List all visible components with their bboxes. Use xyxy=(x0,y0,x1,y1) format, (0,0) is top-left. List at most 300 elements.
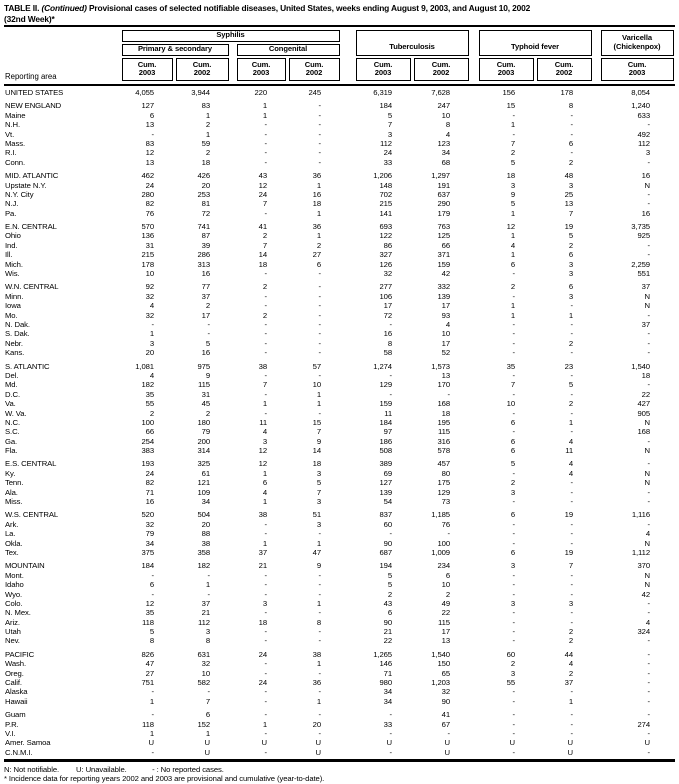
value-cell: 18 xyxy=(506,171,515,181)
value-cell: 39 xyxy=(201,240,210,250)
value-cell: 184 xyxy=(379,101,392,111)
value-cell: 1,265 xyxy=(373,649,392,659)
value-cell: 4 xyxy=(262,487,267,497)
value-cell: - xyxy=(512,269,515,279)
reporting-area-cell: D.C. xyxy=(5,389,20,399)
value-cell: 5 xyxy=(568,380,573,390)
value-cell: - xyxy=(512,370,515,380)
reporting-area-cell: Mich. xyxy=(5,259,23,269)
table-section xyxy=(4,88,675,97)
value-cell: 5 xyxy=(510,199,515,209)
value-cell: 37 xyxy=(201,598,210,608)
value-cell: 837 xyxy=(379,510,392,520)
value-cell: - xyxy=(512,729,515,738)
reporting-area-cell: Vt. xyxy=(5,129,15,139)
value-cell: 42 xyxy=(441,269,450,279)
value-cell: 3 xyxy=(149,338,154,348)
value-cell: 123 xyxy=(437,138,450,148)
value-cell: - xyxy=(318,580,321,590)
value-cell: 9 xyxy=(205,370,210,380)
value-cell: - xyxy=(512,719,515,729)
value-cell: 16 xyxy=(201,269,210,279)
value-cell: 32 xyxy=(201,659,210,669)
reporting-area-cell: N. Dak. xyxy=(5,319,30,329)
value-cell: - xyxy=(264,747,267,757)
table-row xyxy=(4,231,675,240)
value-cell: - xyxy=(512,617,515,627)
value-cell: 24 xyxy=(258,189,267,199)
tuberculosis-header: Tuberculosis xyxy=(356,30,469,56)
value-cell: - xyxy=(264,687,267,697)
cum-column-header: Cum. 2002 xyxy=(537,58,592,81)
value-cell: 32 xyxy=(383,269,392,279)
value-cell: - xyxy=(512,710,515,720)
reporting-area-cell: Ky. xyxy=(5,468,16,478)
value-cell: 43 xyxy=(383,598,392,608)
value-cell: - xyxy=(207,319,210,329)
value-cell: - xyxy=(512,627,515,637)
table-row xyxy=(4,250,675,259)
value-cell: N xyxy=(644,446,650,456)
value-cell: 457 xyxy=(437,459,450,469)
value-cell: - xyxy=(647,696,650,706)
table-title xyxy=(4,3,675,14)
value-cell: 2 xyxy=(510,148,515,158)
value-cell: - xyxy=(647,668,650,678)
value-cell: 61 xyxy=(201,468,210,478)
reporting-area-cell: Ill. xyxy=(5,250,13,260)
value-cell: 3 xyxy=(568,259,573,269)
table-row xyxy=(4,571,675,580)
value-cell: 180 xyxy=(197,417,210,427)
value-cell: 2 xyxy=(568,668,573,678)
value-cell: 12 xyxy=(145,598,154,608)
value-cell: 6 xyxy=(510,436,515,446)
value-cell: - xyxy=(512,636,515,646)
value-cell: 31 xyxy=(145,240,154,250)
value-cell: - xyxy=(264,580,267,590)
value-cell: 1 xyxy=(205,110,210,120)
table-row xyxy=(4,130,675,139)
value-cell: 52 xyxy=(441,348,450,358)
value-cell: 6 xyxy=(316,259,321,269)
value-cell: - xyxy=(647,678,650,688)
value-cell: 125 xyxy=(437,231,450,241)
value-cell: 15 xyxy=(506,101,515,111)
value-cell: 578 xyxy=(437,446,450,456)
value-cell: 36 xyxy=(312,171,321,181)
value-cell: 7 xyxy=(568,208,573,218)
value-cell: 290 xyxy=(437,199,450,209)
table-row xyxy=(4,608,675,617)
table-row xyxy=(4,362,675,371)
value-cell: N xyxy=(644,570,650,580)
reporting-area-cell: Idaho xyxy=(5,580,24,590)
footnote-not-notifiable: N: Not notifiable. xyxy=(4,764,60,774)
value-cell: 33 xyxy=(383,157,392,167)
value-cell: - xyxy=(264,157,267,167)
reporting-area-cell: Ind. xyxy=(5,240,18,250)
value-cell: 1 xyxy=(316,208,321,218)
value-cell: 3 xyxy=(568,291,573,301)
value-cell: 316 xyxy=(437,436,450,446)
value-cell: 27 xyxy=(312,250,321,260)
value-cell: 1,206 xyxy=(373,171,392,181)
value-cell: 122 xyxy=(379,231,392,241)
value-cell: 2 xyxy=(262,310,267,320)
value-cell: 4 xyxy=(445,129,450,139)
table-row xyxy=(4,590,675,599)
value-cell: - xyxy=(264,148,267,158)
value-cell: 1,240 xyxy=(631,101,650,111)
value-cell: 6 xyxy=(510,417,515,427)
value-cell: - xyxy=(389,370,392,380)
value-cell: 7,628 xyxy=(431,88,450,97)
value-cell: - xyxy=(570,570,573,580)
reporting-area-cell: N.H. xyxy=(5,120,20,130)
value-cell: 109 xyxy=(197,487,210,497)
table-row xyxy=(4,548,675,557)
value-cell: 106 xyxy=(379,291,392,301)
value-cell: 168 xyxy=(437,399,450,409)
value-cell: 129 xyxy=(379,380,392,390)
value-cell: 178 xyxy=(560,88,573,97)
value-cell: 19 xyxy=(564,222,573,232)
table-section xyxy=(4,710,675,757)
value-cell: 5 xyxy=(149,627,154,637)
value-cell: - xyxy=(318,138,321,148)
value-cell: 16 xyxy=(641,171,650,181)
value-cell: 18 xyxy=(258,617,267,627)
reporting-area-cell: E.S. CENTRAL xyxy=(5,459,57,469)
value-cell: - xyxy=(264,129,267,139)
value-cell: - xyxy=(318,301,321,311)
value-cell: - xyxy=(512,110,515,120)
value-cell: 51 xyxy=(312,510,321,520)
value-cell: 100 xyxy=(141,417,154,427)
value-cell: 90 xyxy=(441,696,450,706)
value-cell: - xyxy=(264,696,267,706)
value-cell: - xyxy=(570,427,573,437)
value-cell: 170 xyxy=(437,380,450,390)
value-cell: 13 xyxy=(441,636,450,646)
value-cell: 8 xyxy=(316,617,321,627)
value-cell: - xyxy=(264,529,267,539)
value-cell: 44 xyxy=(564,649,573,659)
value-cell: - xyxy=(318,110,321,120)
value-cell: 631 xyxy=(197,649,210,659)
value-cell: - xyxy=(570,129,573,139)
value-cell: 1,112 xyxy=(631,547,650,557)
cum-column-header: Cum. 2003 xyxy=(479,58,534,81)
value-cell: - xyxy=(570,329,573,339)
value-cell: 3 xyxy=(205,627,210,637)
value-cell: 582 xyxy=(197,678,210,688)
table-row xyxy=(4,418,675,427)
value-cell: 79 xyxy=(201,427,210,437)
value-cell: 10 xyxy=(506,399,515,409)
value-cell: 118 xyxy=(142,719,154,729)
value-cell: 2 xyxy=(568,627,573,637)
value-cell: - xyxy=(647,649,650,659)
value-cell: 1 xyxy=(262,719,267,729)
value-cell: 41 xyxy=(441,710,450,720)
value-cell: U xyxy=(386,738,392,748)
title-continued: (Continued) xyxy=(41,3,87,13)
table-row xyxy=(4,627,675,636)
reporting-area-cell: P.R. xyxy=(5,719,19,729)
value-cell: 1,297 xyxy=(431,171,450,181)
reporting-area-cell: C.N.M.I. xyxy=(5,747,33,757)
value-cell: 38 xyxy=(201,538,210,548)
value-cell: 141 xyxy=(379,208,392,218)
value-cell: 332 xyxy=(437,282,450,292)
reporting-area-cell: Md. xyxy=(5,380,18,390)
value-cell: 16 xyxy=(201,348,210,358)
reporting-area-cell: Mont. xyxy=(5,570,24,580)
value-cell: 38 xyxy=(258,510,267,520)
value-cell: 2 xyxy=(205,148,210,158)
value-cell: 127 xyxy=(379,478,392,488)
value-cell: - xyxy=(647,608,650,618)
value-cell: - xyxy=(389,747,392,757)
value-cell: 3 xyxy=(568,269,573,279)
value-cell: - xyxy=(512,468,515,478)
value-cell: - xyxy=(264,659,267,669)
value-cell: N xyxy=(644,291,650,301)
table-body xyxy=(4,86,675,763)
table-row xyxy=(4,539,675,548)
table-row xyxy=(4,520,675,529)
value-cell: 6 xyxy=(510,259,515,269)
value-cell: 20 xyxy=(201,519,210,529)
value-cell: 3 xyxy=(510,598,515,608)
value-cell: - xyxy=(318,589,321,599)
value-cell: 8 xyxy=(149,636,154,646)
value-cell: 17 xyxy=(441,627,450,637)
value-cell: 73 xyxy=(441,497,450,507)
value-cell: - xyxy=(570,370,573,380)
value-cell: - xyxy=(647,338,650,348)
value-cell: 17 xyxy=(441,301,450,311)
value-cell: 3 xyxy=(262,436,267,446)
value-cell: - xyxy=(318,329,321,339)
value-cell: 112 xyxy=(198,617,210,627)
value-cell: 57 xyxy=(312,361,321,371)
value-cell: 35 xyxy=(145,389,154,399)
value-cell: 5 xyxy=(568,231,573,241)
table-row xyxy=(4,427,675,436)
table-section xyxy=(4,362,675,456)
value-cell: 10 xyxy=(441,329,450,339)
reporting-area-cell: La. xyxy=(5,529,16,539)
value-cell: 45 xyxy=(201,399,210,409)
reporting-area-cell: N.Y. City xyxy=(5,189,34,199)
value-cell: 2 xyxy=(568,157,573,167)
value-cell: 37 xyxy=(201,291,210,301)
value-cell: - xyxy=(647,598,650,608)
reporting-area-cell: Alaska xyxy=(5,687,28,697)
value-cell: 3,735 xyxy=(631,222,650,232)
value-cell: 3 xyxy=(510,668,515,678)
value-cell: 129 xyxy=(437,487,450,497)
table-row xyxy=(4,618,675,627)
value-cell: - xyxy=(318,310,321,320)
value-cell: 36 xyxy=(312,222,321,232)
value-cell: 6 xyxy=(387,608,392,618)
value-cell: 741 xyxy=(197,222,210,232)
value-cell: 115 xyxy=(198,380,210,390)
value-cell: 31 xyxy=(201,389,210,399)
value-cell: 34 xyxy=(383,687,392,697)
value-cell: 9 xyxy=(316,436,321,446)
value-cell: 9 xyxy=(316,561,321,571)
table-row xyxy=(4,101,675,110)
value-cell: 5 xyxy=(387,580,392,590)
value-cell: 492 xyxy=(637,129,650,139)
value-cell: 7 xyxy=(510,380,515,390)
value-cell: 11 xyxy=(384,408,392,418)
value-cell: 35 xyxy=(145,608,154,618)
value-cell: 1 xyxy=(149,729,154,738)
value-cell: 383 xyxy=(141,446,154,456)
value-cell: 12 xyxy=(258,180,267,190)
value-cell: 90 xyxy=(383,617,392,627)
value-cell: N xyxy=(644,580,650,590)
value-cell: 194 xyxy=(379,561,392,571)
value-cell: - xyxy=(570,389,573,399)
reporting-area-cell: Wyo. xyxy=(5,589,23,599)
table-row xyxy=(4,171,675,180)
value-cell: 1,081 xyxy=(135,361,154,371)
reporting-area-cell: Pa. xyxy=(5,208,17,218)
reporting-area-cell: Mo. xyxy=(5,310,18,320)
value-cell: 1 xyxy=(316,696,321,706)
table-row xyxy=(4,111,675,120)
value-cell: 42 xyxy=(641,589,650,599)
value-cell: - xyxy=(647,240,650,250)
table-row xyxy=(4,209,675,218)
value-cell: 4 xyxy=(568,659,573,669)
value-cell: 38 xyxy=(312,649,321,659)
value-cell: 66 xyxy=(145,427,154,437)
value-cell: - xyxy=(570,487,573,497)
value-cell: - xyxy=(318,529,321,539)
value-cell: 693 xyxy=(379,222,392,232)
typhoid-fever-header: Typhoid fever xyxy=(479,30,592,56)
value-cell: 370 xyxy=(637,561,650,571)
table-row xyxy=(4,488,675,497)
reporting-area-cell: Ohio xyxy=(5,231,21,241)
value-cell: 191 xyxy=(437,180,450,190)
value-cell: - xyxy=(264,668,267,678)
value-cell: N xyxy=(644,180,650,190)
value-cell: 6,319 xyxy=(373,88,392,97)
value-cell: 286 xyxy=(197,250,210,260)
reporting-area-cell: Okla. xyxy=(5,538,23,548)
value-cell: - xyxy=(647,189,650,199)
value-cell: 33 xyxy=(383,719,392,729)
value-cell: 7 xyxy=(316,487,321,497)
value-cell: 1 xyxy=(262,399,267,409)
table-row xyxy=(4,738,675,747)
table-row xyxy=(4,399,675,408)
cum-column-header: Cum. 2003 xyxy=(237,58,286,81)
value-cell: - xyxy=(570,120,573,130)
value-cell: 32 xyxy=(145,291,154,301)
table-row xyxy=(4,269,675,278)
value-cell: 83 xyxy=(145,138,154,148)
table-row xyxy=(4,669,675,678)
value-cell: - xyxy=(512,338,515,348)
value-cell: 18 xyxy=(641,370,650,380)
value-cell: 83 xyxy=(201,101,210,111)
value-cell: 69 xyxy=(383,468,392,478)
value-cell: - xyxy=(151,570,154,580)
value-cell: 60 xyxy=(383,519,392,529)
value-cell: 186 xyxy=(379,436,392,446)
value-cell: 633 xyxy=(637,110,650,120)
value-cell: - xyxy=(647,380,650,390)
value-cell: 76 xyxy=(145,208,154,218)
value-cell: 7 xyxy=(262,240,267,250)
table-row xyxy=(4,348,675,357)
value-cell: - xyxy=(264,138,267,148)
value-cell: 7 xyxy=(568,561,573,571)
value-cell: - xyxy=(318,269,321,279)
value-cell: - xyxy=(264,120,267,130)
value-cell: U xyxy=(567,747,573,757)
value-cell: 121 xyxy=(197,478,210,488)
value-cell: 3 xyxy=(510,561,515,571)
value-cell: 1 xyxy=(205,580,210,590)
value-cell: - xyxy=(264,338,267,348)
value-cell: - xyxy=(647,729,650,738)
value-cell: 32 xyxy=(145,519,154,529)
value-cell: 16 xyxy=(641,208,650,218)
table-row xyxy=(4,282,675,291)
value-cell: 77 xyxy=(201,282,210,292)
value-cell: - xyxy=(318,710,321,720)
value-cell: - xyxy=(447,729,450,738)
value-cell: 2 xyxy=(205,408,210,418)
value-cell: - xyxy=(647,519,650,529)
value-cell: - xyxy=(570,478,573,488)
reporting-area-cell: PACIFIC xyxy=(5,649,35,659)
table-row xyxy=(4,88,675,97)
value-cell: 25 xyxy=(564,189,573,199)
value-cell: N xyxy=(644,478,650,488)
table-row xyxy=(4,158,675,167)
value-cell: 4 xyxy=(568,468,573,478)
value-cell: 5 xyxy=(316,478,321,488)
value-cell: 175 xyxy=(437,478,450,488)
value-cell: - xyxy=(570,497,573,507)
value-cell: - xyxy=(570,301,573,311)
value-cell: 17 xyxy=(383,301,392,311)
value-cell: 34 xyxy=(441,148,450,158)
cum-column-header: Cum. 2002 xyxy=(289,58,340,81)
value-cell: 72 xyxy=(201,208,210,218)
value-cell: 60 xyxy=(506,649,515,659)
value-cell: 81 xyxy=(201,199,210,209)
value-cell: 980 xyxy=(379,678,392,688)
value-cell: 3 xyxy=(645,148,650,158)
reporting-area-cell: Hawaii xyxy=(5,696,28,706)
value-cell: 1 xyxy=(149,696,154,706)
value-cell: 504 xyxy=(197,510,210,520)
value-cell: 184 xyxy=(379,417,392,427)
